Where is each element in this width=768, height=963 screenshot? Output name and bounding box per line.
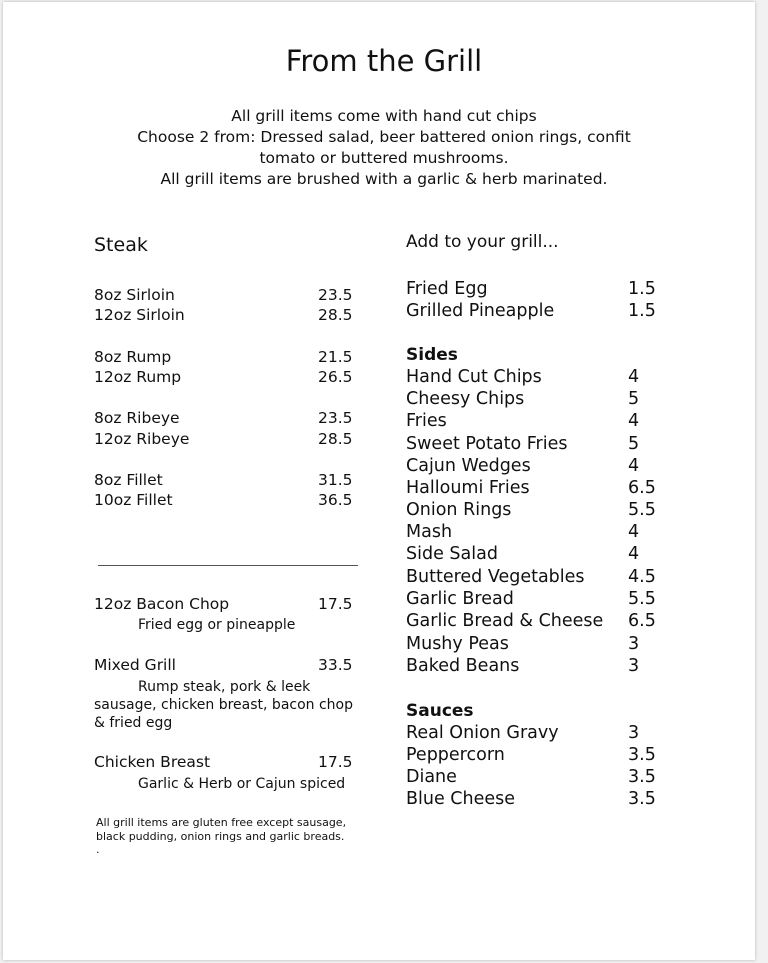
special-desc: sausage, chicken breast, bacon chop <box>94 697 354 713</box>
footnote: black pudding, onion rings and garlic breads. <box>96 830 345 843</box>
page-title: From the Grill <box>285 44 483 78</box>
special-desc: Garlic & Herb or Cajun spiced <box>138 776 346 792</box>
section-divider <box>98 565 358 566</box>
side-price: 5 <box>628 434 640 454</box>
addon-price: 1.5 <box>628 301 656 321</box>
intro-line: All grill items come with hand cut chips <box>231 107 537 125</box>
side-name: Fries <box>406 411 447 431</box>
side-price: 5.5 <box>628 500 656 520</box>
footnote: . <box>96 843 100 856</box>
side-price: 4 <box>628 544 640 564</box>
menu-item-name: 8oz Sirloin <box>94 286 175 304</box>
sauce-name: Real Onion Gravy <box>406 723 559 743</box>
side-price: 4 <box>628 367 640 387</box>
side-name: Buttered Vegetables <box>406 567 585 587</box>
menu-item-name: 10oz Fillet <box>94 491 173 509</box>
addon-name: Fried Egg <box>406 279 488 299</box>
side-price: 6.5 <box>628 478 656 498</box>
side-price: 4 <box>628 456 640 476</box>
add-to-grill-heading: Add to your grill... <box>406 232 559 252</box>
sauce-name: Blue Cheese <box>406 789 516 809</box>
menu-item-name: 12oz Rump <box>94 368 182 386</box>
special-name: Chicken Breast <box>94 753 211 771</box>
menu-item-price: 23.5 <box>318 286 353 304</box>
side-name: Hand Cut Chips <box>406 367 542 387</box>
sauce-name: Diane <box>406 767 457 787</box>
special-price: 17.5 <box>318 595 353 613</box>
footnote: All grill items are gluten free except sausage, <box>96 816 347 829</box>
menu-item-price: 28.5 <box>318 430 353 448</box>
special-name: Mixed Grill <box>94 656 176 674</box>
special-price: 33.5 <box>318 656 353 674</box>
side-price: 4 <box>628 411 640 431</box>
special-desc: Fried egg or pineapple <box>138 617 296 633</box>
menu-item-name: 8oz Fillet <box>94 471 163 489</box>
menu-item-name: 8oz Rump <box>94 348 172 366</box>
sauce-name: Peppercorn <box>406 745 505 765</box>
sauce-price: 3.5 <box>628 745 656 765</box>
sauce-price: 3 <box>628 723 640 743</box>
special-name: 12oz Bacon Chop <box>94 595 230 613</box>
side-name: Baked Beans <box>406 656 520 676</box>
side-name: Cajun Wedges <box>406 456 531 476</box>
side-name: Halloumi Fries <box>406 478 530 498</box>
side-price: 4.5 <box>628 567 656 587</box>
steak-heading: Steak <box>94 234 148 256</box>
sauce-price: 3.5 <box>628 767 656 787</box>
side-name: Cheesy Chips <box>406 389 525 409</box>
side-price: 5 <box>628 389 640 409</box>
menu-item-price: 23.5 <box>318 409 353 427</box>
menu-item-price: 26.5 <box>318 368 353 386</box>
sides-heading: Sides <box>406 345 458 365</box>
side-name: Onion Rings <box>406 500 512 520</box>
intro-line: Choose 2 from: Dressed salad, beer battered onion rings, confit <box>137 128 631 146</box>
side-name: Side Salad <box>406 544 498 564</box>
menu-item-name: 12oz Ribeye <box>94 430 190 448</box>
side-name: Garlic Bread <box>406 589 514 609</box>
addon-price: 1.5 <box>628 279 656 299</box>
side-name: Mushy Peas <box>406 634 509 654</box>
side-price: 6.5 <box>628 611 656 631</box>
menu-item-price: 31.5 <box>318 471 353 489</box>
menu-item-price: 21.5 <box>318 348 353 366</box>
side-name: Sweet Potato Fries <box>406 434 568 454</box>
intro-line: tomato or buttered mushrooms. <box>259 149 509 167</box>
side-price: 3 <box>628 656 640 676</box>
menu-item-price: 36.5 <box>318 491 353 509</box>
sauce-price: 3.5 <box>628 789 656 809</box>
side-price: 5.5 <box>628 589 656 609</box>
side-price: 3 <box>628 634 640 654</box>
special-desc: & fried egg <box>94 715 173 731</box>
menu-item-name: 8oz Ribeye <box>94 409 180 427</box>
special-price: 17.5 <box>318 753 353 771</box>
addon-name: Grilled Pineapple <box>406 301 555 321</box>
menu-item-name: 12oz Sirloin <box>94 306 185 324</box>
intro-line: All grill items are brushed with a garlic & herb marinated. <box>160 170 608 188</box>
side-name: Mash <box>406 522 453 542</box>
sauces-heading: Sauces <box>406 701 474 721</box>
side-price: 4 <box>628 522 640 542</box>
side-name: Garlic Bread & Cheese <box>406 611 604 631</box>
special-desc: Rump steak, pork & leek <box>138 679 311 695</box>
menu-item-price: 28.5 <box>318 306 353 324</box>
